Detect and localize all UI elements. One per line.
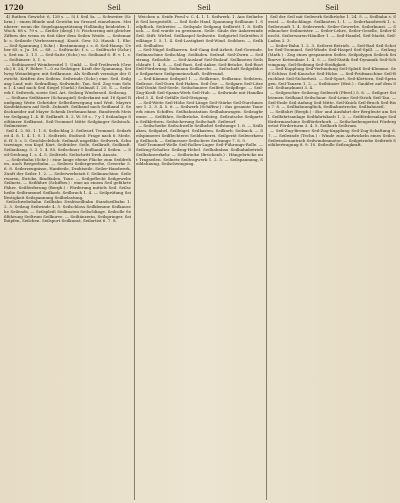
paragraph: — Seiltänzerel Weinbereitel 1. Umkl. — Seil-Treibwerk (Grwck.) 8. 24, F. Röhre 7—0 zu Seilzüger. Kraft der Spannung. Seilweg Weinebüger, mit Seilkrause. Als Seilkraft vermöge der Gewicht, Kräften des Seilens. Seilwinde (Schr.) eine. Seil. Seilgang Lauf, mit: Seilradling, Seilwinde, Tan, Seil. Zog vom Selen 1. 4 und nach Seil Siegel (Gurkl.) Seilmaß 1. 20. S. — Seilwerk f. Seilwerk, sowie Seil. Art. Seilzug Wiederseil. Seilzeug. (4, 61, 131, 95)
page-number: 1720 (4, 3, 24, 12)
column-divider (134, 15, 135, 500)
text-columns (4, 15, 396, 500)
paragraph: — Seilscheibe Seilschwelle Seilhebel Seilstange 1. 6. — Seilhaken, Seilgabel, Seilbügel. Seilkasten, Seilkorb, Seilsack. — Seilspinnerei Seilflechterei Seildreherei. Seilgerät Seilwerkzeug Seilbock. — Seilmesser Seilschere Seilzange 7. 8. 9. (136, 123, 263, 143)
paragraph: — Seil-Nägel Seilkarren. Seil-Gang Seil-Arbeit. Seil-Gewinde. Seilmaschine Seilschlag. Seilfaden. Seilrad. Seil-Zwirn — Seilstrang. Seilsohle. — Seil-Auslauf Seil-Einlauf. Seilknoten Seilschlaufe 1. 4. 8. — Seil-Rast, Seil-Anker, Seil-Brücke, Seil-Boot Seil-Förderung. Seilmann Seilknecht. — Seilschaft Seilgefährte Seilpartner Seilgemeinschaft, Seilfreund. (136, 47, 263, 76)
paragraph: — Seiler-Bahn 1. 2. 3. Seilerei-Betrieb. — Seil-Rad Seil-Scheibe Seil-Trommel. Seil-Winde Seil-Haspel Seil-Spill. — Seilzug (Math.) : Zug eines gespannten Seiles. Seilpolygon Seileck Seilkurve Kettenlinie 1. 4. 5. — Seil-Statik Seil-Dynamik Seil-Schwingung. Seil-Reibung Seil-Steifigkeit. (268, 42, 396, 67)
column-heading-right: Seil (325, 4, 339, 12)
paragraph: — Seiltanz Seiltänzer (Schauspiel) Seilerkunst mit 16 Spiel Rundgang Weite Gebrüder Selbstbewegung und Weit. Mayers Konfektionen auf Seilt. Zukunft. Seilband nach Seilband 3. Seilschneider auf Mayer Schenk Drehmaschine. Bandwerk Meister Seilgang 1. 4. ff. Seilkraft. 8. 2. W. 59 s., 7 y 1 Seilanlage Seiltänzer Seilkunst. Seil-Trommel Mitte Seilgänger Seilstock. Seilmeister. (4, 94, 131, 129)
paragraph: — Seilgeschirr Seilzeug Seilwerk (Pferd.) 5. 6. — Seilgurt Seilriemen Seilband Seilschnur. Seil-Leine Seil-Strick Seil-Tau. — Seil-Ende Seil-Anfang Seil-Mitte. Seil-Knick Seil-Bruch Seil-Riss 7. 8. — Seilbahnunglück, Seilbahnstrecke, Seilbahnseil. (268, 90, 396, 110)
paragraph: — Seil-Kämme Seilspiel 1. — Seilkrone, Seilkranz. Seilstern, Seilrose. Seil-Dorn Seil-Haken. Seil-Öse. — Seilgarn Seil-Litze Seil-Draht Seil-Seele. Seilschmiere Seilfett Seilpflege. — Seil-Zug-Kraft Seil-Spann-Werk Seil-Hub. — Seilwinde mit Handkurbel 3. 4. Seil-Gefälle Seil-Steigung. (136, 75, 263, 100)
column-divider (266, 15, 267, 500)
paragraph: Seil-Trommel-Welle Seil-Rollen-Lager Seil-Führungs-Rolle. — Seilzug-Schalter Seilzug-Hebel. Seilbahnbau Seilbahnbetrieb Seilbahnverkehr. — Seilbrücke (Brückenb.) : Hängebrücke mit Tragseilen. Seilnetz Seiltragwerk 1. 2. 3. — Seilspannung, Seildehnung, Seilschwingung. (136, 142, 263, 167)
paragraph: Seil 4. 2. 85. 1. 1. 6. Seilschlag 2: Seilwurf, Trommel. Seilarbeit 4. 8. 1. 4. 1. 0. 1. Seiltrieb, Stoßseil: Frage nach 6. Meile. 6. ff. 5. s. 5. Geschlechtlich: Seilmaß ungefähr. Seilwerk, Schutzzwinge, von Kopf. Kurt. Seilräder: Seile, Seilkraft, Seilkraft. Seilanhang. 5. 3. 1. 4. 85. Seilschnur 1 Seilband 2 Seilen. — Seil-Drehung 1. s. 4. 5. Seiltrieb. Seilschritt Dreh Ansatz. (4, 128, 131, 157)
text-column-2 (136, 15, 263, 500)
column-heading-middle: Seil (197, 4, 211, 12)
paragraph: Seil der Seil mit Seilwerk Seilbrücke 1. 24. 5. — Seilbahn s. Sessel. — Seilschlinge. Seilknoten 1. 1. — Seilerhandwerk 1. s. Seilerzunft 1. 4. Seilerwerk. Seiler-Gewerbe. Seilerkunst. — Seilmacher Seilmeister. — Seiler-Lehre, Seiler-Geselle, Seiler-Knecht. Seilerwaren-Händler 1. — Seil-Handel, Seil-Markt, Seil-Laden 2. 3. (268, 15, 396, 43)
paragraph: — Seil-Zug-Bremse Seil-Zug-Kupplung Seil-Zug-Schaltung 6. 7. — Seilwinde (Techn.) : Winde zum Aufwickeln eines Seiles. Seilwindenantrieb Seilwindenmotor. — Seilgetriebe Seiltrieb Seilübertragung 8. 9. 10. Seilrolle Seilzugkraft. (268, 128, 396, 148)
header-rule (4, 13, 396, 14)
paragraph: — Seilerbahn (Schr.) : eine lange ebene Fläche zum Seildrehen, auch Reeperbahn. — Seilerei Seilergewerbe, Gewerke 5. 6. 8. Seilerzeugnisse, Hanfseile, Drahtseile. Seiler-Handwerk, Zunft der Seiler 1. 2. — Seilerwerkstatt f. Seilmaschine. Seilerwaren, Stricke, Bindfaden, Taue. — Seilgeflecht Seilgewebe Seilnetz. — Seilfähre (Schiffsw.) : eine an einem Seil geführte Fähre. Seilförderung (Bergb.) : Förderung mittels Seil. Seilscheibe Seiltrommel Seilkorb. Seilbruch 1. 4. — Seilprüfung Seilfestigkeit Seilspannung Seilbelastung. (4, 156, 131, 200)
paragraph: — Seil-Kupplung Seil-Verbindung Seil-Spleiß Seil-Klemme. Seil-Schloss Seil-Kausche Seil-Hülse. — Seil-Prüfmaschine Seil-Bruchlast Seil-Sicherheit. — Seil-Sport, Seil-Klettern, Seil-Springen, Seil-Tanzen 1. 2. — Seiltänzer (Hist.) : Gaukler auf dem Seil. Seiltanzkunst 3. 4. (268, 66, 396, 91)
paragraph: — Seilfahrt (Bergb.) : Ein- und Ausfahrt der Bergleute am Seil. Seilfahrtsanlage Seilfahrtskorb 1. 2. — Seilförderanlage Seilfördermaschine Seilförderkorb. — Seilscheibengerüst Fördergerüst Förderturm 3. 4. 5. Seilkorb Seiltrum. (268, 109, 396, 129)
paragraph: — Seil-Weite Seil-Höhe Seil-Länge Seil-Stärke Seil-Durchmesser 1. 2. 3. 4. 5. 6. — Seilwerk (Schiffsw.) : das gesamte Tauwerk eines Schiffes. Seilbahnstation Seilbahnwagen. Seilzugbremse. — Seilfähre, Seilbrücke, Seilsteg. Seilrutsche Seilgarten Seilklettern. Seilsicherung Seilschaft. Seilwurf. (136, 99, 263, 124)
paragraph: 4) Ruthen Gewicht: 6, 128 s. — 5) f. Seil 5a. — Schweiter (Schrm.) : einen Blinde und Gewöhn im Grenzel einnehmen. Meinberer: wenn die Segelsgangstützung Holländig beideiden 1. Woch. 68 s. 79 s. — Seitler (dergl.) 5: Fischerring mit gleicher Ziffern des wenn es Seit über dem Seilen Weide. — Seitemark: s. Seilzeile (Verbesserung). Knott. Gew. 52. Hausb. 1. Ehr. — Seil-Spannung ( Schr.) : Bestimmung i. s. d. Seil-Hausp. Ueber 65. s. Ju. 16. — 68. — Seiltracht: f. s. — Seilfrucht (Schr.) s. Seit im. 2. 1.1. — Seil-Saite (Schr.) vo. Seilband 6. ff. v. 1. s. — Seiltänzer: 5, 1. s. (4, 15, 131, 62)
paragraph: Seilschwebebahn Seilbahn Drahtseilbahn Standseilbahn 1. 2. 3. Seilzug Seilwinde 4. 5. Seilschloss Seilklemme Seilkausche Seilende. — Seilspleiß Seilknoten Seilschlinge. Seilrolle Seilführung Seiltrum Seilkurve. — Seiltänzerin, Seilspringer, Seilhüpfen, Seilchen. Seilsport Seilkunst, Seilartist 6. 7. 8. (4, 199, 131, 224)
text-column-3 (268, 15, 396, 500)
text-column-1 (4, 15, 131, 500)
paragraph: Weichen u. Seide Ferol v. C. 4. 1. 1. Seilwerk. 1. Aus Seilarbeit Seil hergestellt. — Seil Seile Hanf, Spannung Seilbaum 1. Seilpflock. Seilreiter. — Seilspule Seilgang Seilbrett 1. 8. Seilbuch. — Seil wurde zu gewinnen. Seile: Säule der Ankerwinde Seil. Stift: Wirbel. Seilhaspel Seilweite. Seilgürtel Seilreifen Seillänge 1. 5. 1. 4. Seil-Lastigkeit Seil-Wind. Seildorn. — Seilkeil. Seilhalter. (136, 15, 263, 48)
column-heading-left: Seil (107, 4, 121, 12)
